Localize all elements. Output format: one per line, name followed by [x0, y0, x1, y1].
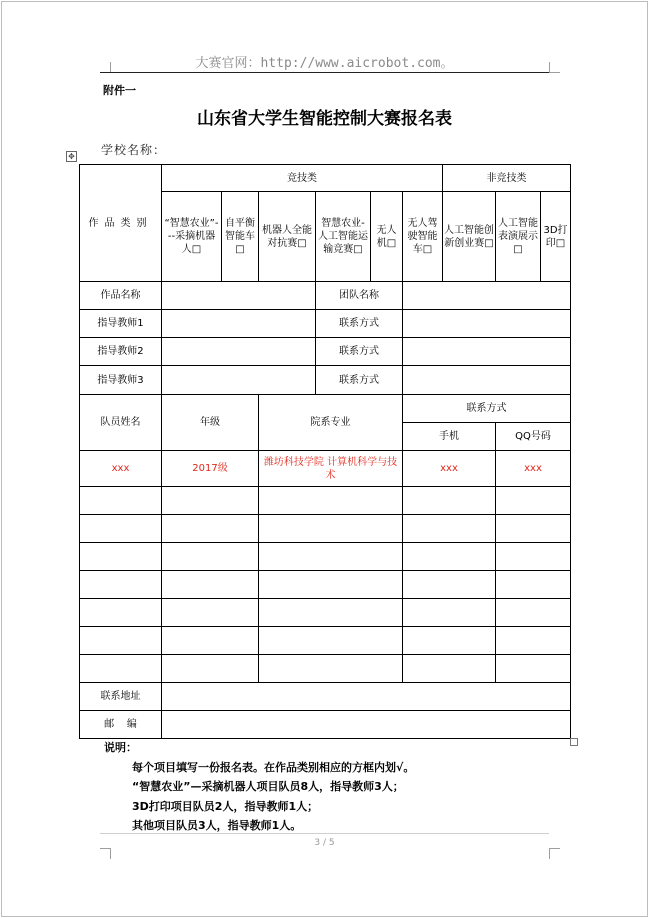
table-row: [80, 515, 571, 543]
category-cell[interactable]: 无人机□: [371, 192, 403, 282]
teacher-1-contact-field[interactable]: [403, 310, 571, 338]
category-cell[interactable]: 人工智能创新创业赛□: [443, 192, 496, 282]
team-name-label: 团队名称: [316, 282, 403, 310]
teacher-1-field[interactable]: [162, 310, 316, 338]
qq-field[interactable]: [496, 571, 571, 599]
qq-field[interactable]: [496, 627, 571, 655]
qq-field[interactable]: [496, 599, 571, 627]
note-line: 每个项目填写一份报名表。在作品类别相应的方框内划√。: [132, 760, 415, 774]
department-field[interactable]: [259, 487, 403, 515]
address-field[interactable]: [162, 683, 571, 711]
example-qq[interactable]: xxx: [496, 451, 571, 487]
qq-field[interactable]: [496, 543, 571, 571]
contact-header: 联系方式: [403, 395, 571, 423]
table-row: [80, 655, 571, 683]
table-row: [80, 451, 571, 487]
department-field[interactable]: [259, 599, 403, 627]
teacher-2-field[interactable]: [162, 338, 316, 366]
note-line: 其他项目队员3人，指导教师1人。: [132, 819, 302, 832]
attachment-label: 附件一: [103, 84, 136, 97]
postcode-label: 邮 编: [80, 711, 162, 739]
page-header: 大赛官网：http://www.aicrobot.com。: [195, 56, 454, 71]
department-field[interactable]: [259, 543, 403, 571]
team-name-field[interactable]: [403, 282, 571, 310]
phone-header: 手机: [403, 423, 496, 451]
teacher-2-label: 指导教师2: [80, 338, 162, 366]
department-field[interactable]: [259, 655, 403, 683]
table-resize-handle[interactable]: [570, 738, 578, 746]
department-field[interactable]: [259, 515, 403, 543]
category-cell[interactable]: 无人驾驶智能车□: [403, 192, 443, 282]
note-line: 3D打印项目队员2人，指导教师1人；: [132, 799, 319, 813]
category-cell[interactable]: 机器人全能对抗赛□: [259, 192, 316, 282]
contact-label: 联系方式: [316, 310, 403, 338]
table-row: [80, 487, 571, 515]
qq-field[interactable]: [496, 515, 571, 543]
grade-field[interactable]: [162, 571, 259, 599]
member-name-field[interactable]: [80, 571, 162, 599]
example-department[interactable]: 潍坊科技学院 计算机科学与技术: [259, 451, 403, 487]
phone-field[interactable]: [403, 599, 496, 627]
page-number: 3 / 5: [314, 838, 335, 848]
grade-field[interactable]: [162, 627, 259, 655]
qq-field[interactable]: [496, 655, 571, 683]
phone-field[interactable]: [403, 571, 496, 599]
note-line: “智慧农业”—采摘机器人项目队员8人，指导教师3人；: [132, 780, 404, 793]
table-row: [80, 543, 571, 571]
department-field[interactable]: [259, 627, 403, 655]
member-name-field[interactable]: [80, 543, 162, 571]
work-name-label: 作品名称: [80, 282, 162, 310]
grade-field[interactable]: [162, 599, 259, 627]
noncompetitive-header: 非竞技类: [443, 165, 571, 192]
member-name-field[interactable]: [80, 487, 162, 515]
phone-field[interactable]: [403, 487, 496, 515]
school-name-label: 学校名称：: [101, 143, 167, 157]
member-name-header: 队员姓名: [80, 395, 162, 451]
qq-field[interactable]: [496, 487, 571, 515]
phone-field[interactable]: [403, 655, 496, 683]
phone-field[interactable]: [403, 543, 496, 571]
example-grade[interactable]: 2017级: [162, 451, 259, 487]
postcode-field[interactable]: [162, 711, 571, 739]
grade-field[interactable]: [162, 655, 259, 683]
teacher-3-field[interactable]: [162, 366, 316, 395]
margin-corner-bottom-right: [549, 848, 560, 859]
page-title: 山东省大学生智能控制大赛报名表: [197, 109, 452, 129]
member-name-field[interactable]: [80, 627, 162, 655]
work-name-field[interactable]: [162, 282, 316, 310]
teacher-3-label: 指导教师3: [80, 366, 162, 395]
example-phone[interactable]: xxx: [403, 451, 496, 487]
member-name-field[interactable]: [80, 599, 162, 627]
category-cell[interactable]: 自平衡智能车□: [222, 192, 259, 282]
table-row: [80, 571, 571, 599]
footer-rule: [100, 833, 549, 834]
notes-label: 说明：: [104, 741, 137, 754]
member-name-field[interactable]: [80, 655, 162, 683]
category-cell[interactable]: 人工智能表演展示□: [496, 192, 541, 282]
teacher-2-contact-field[interactable]: [403, 338, 571, 366]
member-name-field[interactable]: [80, 515, 162, 543]
qq-header: QQ号码: [496, 423, 571, 451]
notes: [104, 738, 414, 836]
contact-label: 联系方式: [316, 366, 403, 395]
grade-field[interactable]: [162, 487, 259, 515]
department-header: 院系专业: [259, 395, 403, 451]
header-rule: [100, 72, 549, 73]
department-field[interactable]: [259, 571, 403, 599]
grade-field[interactable]: [162, 543, 259, 571]
registration-table: [79, 164, 571, 739]
category-cell[interactable]: 智慧农业-人工智能运输竞赛□: [316, 192, 371, 282]
category-label: 作品类别: [80, 165, 162, 282]
competitive-header: 竞技类: [162, 165, 443, 192]
teacher-1-label: 指导教师1: [80, 310, 162, 338]
table-move-handle-icon[interactable]: ✥: [66, 151, 77, 162]
phone-field[interactable]: [403, 627, 496, 655]
table-row: [80, 599, 571, 627]
example-name[interactable]: xxx: [80, 451, 162, 487]
margin-corner-bottom-left: [100, 848, 111, 859]
address-label: 联系地址: [80, 683, 162, 711]
category-cell[interactable]: “智慧农业”---采摘机器人□: [162, 192, 222, 282]
table-row: [80, 627, 571, 655]
teacher-3-contact-field[interactable]: [403, 366, 571, 395]
contact-label: 联系方式: [316, 338, 403, 366]
category-cell[interactable]: 3D打印□: [541, 192, 571, 282]
phone-field[interactable]: [403, 515, 496, 543]
grade-field[interactable]: [162, 515, 259, 543]
grade-header: 年级: [162, 395, 259, 451]
